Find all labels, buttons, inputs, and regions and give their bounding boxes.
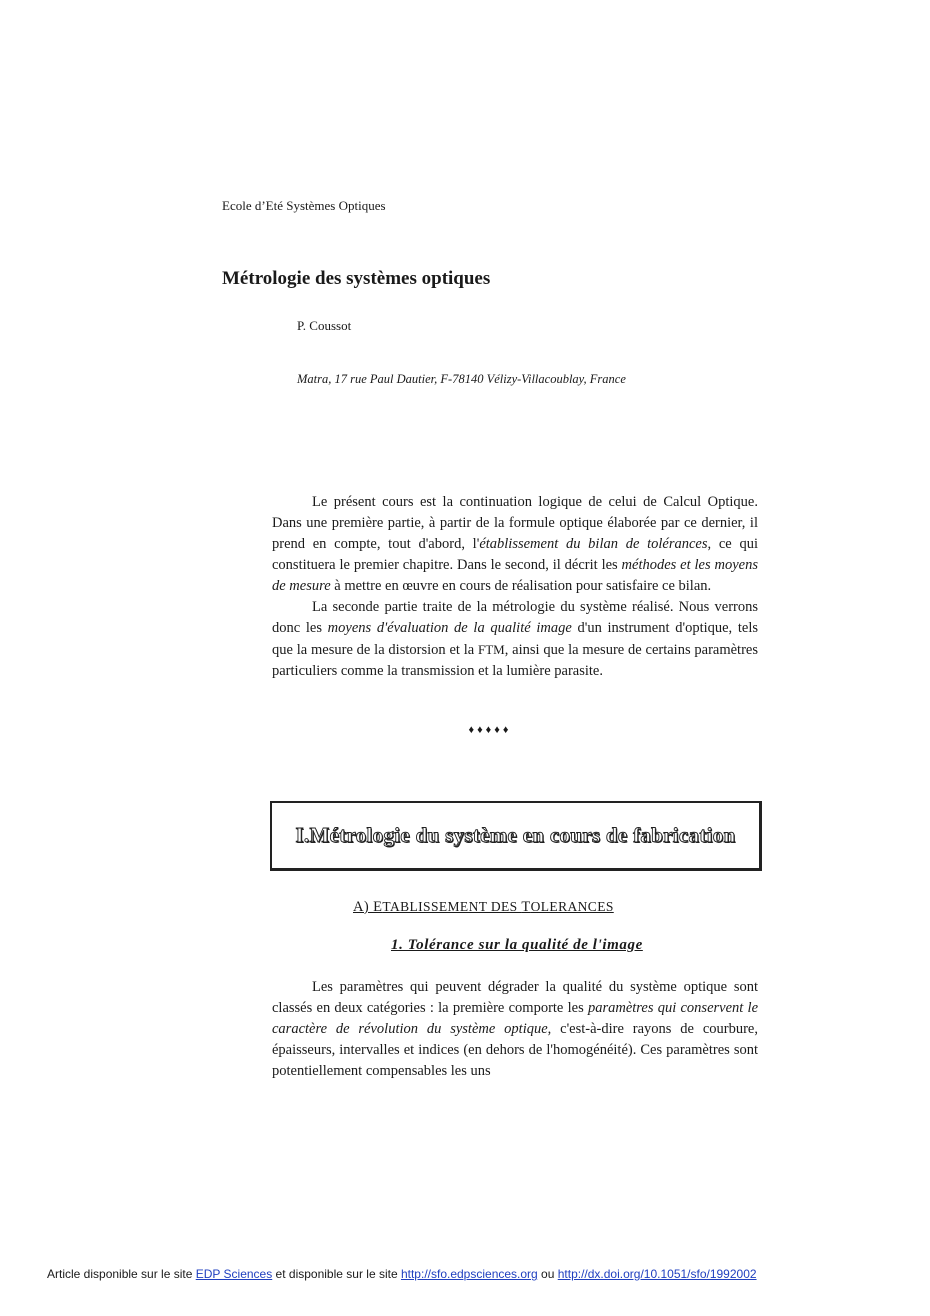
ftm-acronym: FTM [477,642,505,657]
article-title: Métrologie des systèmes optiques [222,268,491,289]
edp-sciences-link[interactable]: EDP Sciences [195,1267,273,1281]
abstract-paragraph-1: Le présent cours est la continuation logique de celui de Calcul Optique. Dans une première partie, à partir de la formule optique élaborée par ce dernier, il prend en compte, tout d'abord, l'établissement du bilan de tolérances, ce qui constituera le premier chapitre. Dans le second, il décrit les méthodes et les moyens de mesure à mettre en œuvre en cours de réalisation pour satisfaire ce bilan. [272,494,758,594]
author-name: P. Coussot [297,318,352,333]
running-header: Ecole d’Eté Systèmes Optiques [222,198,386,213]
body-paragraph-1: Les paramètres qui peuvent dégrader la qualité du système optique sont classés en deux catégories : la première comporte les paramètres qui conservent le caractère de révolution du système optique, c'est-à-dire rayons de courbure, épaisseurs, intervalles et indices (en dehors de l'homogénéité). Ces paramètres sont potentiellement compensables les uns [272,979,759,1079]
chapter-heading-box [270,801,762,871]
abstract [272,492,758,682]
chapter-title: I.Métrologie du système en cours de fabrication [295,823,736,847]
availability-footer: Article disponible sur le site EDP Sciences et disponible sur le site http://sfo.edpsciences.org ou http://dx.doi.org/10.1051/sfo/1992002 [47,1267,757,1281]
abstract-paragraph-2: La seconde partie traite de la métrologie du système réalisé. Nous verrons donc les moyens d'évaluation de la qualité image d'un instrument d'optique, tels que la mesure de la distorsion et la FTM, ainsi que la mesure de certains paramètres particuliers comme la transmission et la lumière parasite. [272,599,758,679]
section-heading: A) ETABLISSEMENT DES TOLERANCES [353,899,614,915]
section-separator: ♦♦♦♦♦ [468,724,512,736]
doi-link[interactable]: http://dx.doi.org/10.1051/sfo/1992002 [557,1267,757,1281]
subsection-heading: 1. Tolérance sur la qualité de l'image [391,937,643,953]
body-text [272,977,758,1082]
sfo-site-link[interactable]: http://sfo.edpsciences.org [400,1267,538,1281]
author-affiliation: Matra, 17 rue Paul Dautier, F-78140 Vélizy-Villacoublay, France [297,372,626,386]
